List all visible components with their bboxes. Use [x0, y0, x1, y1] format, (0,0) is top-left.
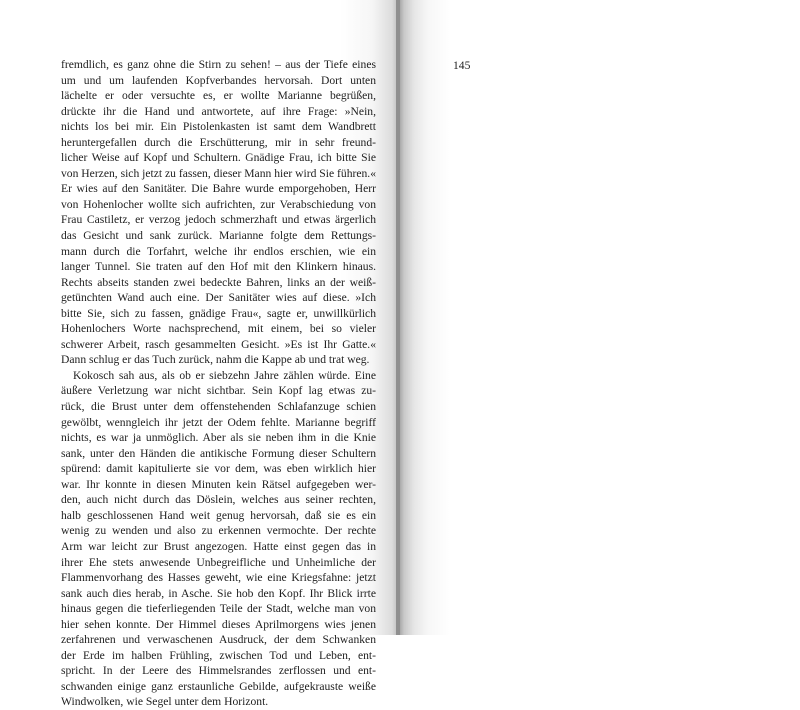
text-line: getünchten Wand auch eine. Der Sanitäter wies auf diese. »Ich: [61, 291, 376, 305]
text-line: lächelte er oder versuchte es, er wollte Marianne begrüßen,: [61, 89, 376, 103]
text-line: das Gesicht und sank zurück. Marianne folgte dem Rettungs-: [61, 229, 376, 243]
text-line: halb geschlossenen Hand weit genug hervorsah, daß sie es ein: [61, 508, 376, 522]
body-text: [61, 57, 376, 710]
text-line: den, auch nicht durch das Döslein, welches aus seiner rechten,: [61, 493, 376, 507]
text-line: rück, die Brust unter dem offenstehenden Schlafanzuge schien: [61, 400, 376, 414]
book-gutter: [396, 0, 400, 635]
page-number: 145: [453, 59, 471, 72]
text-line: der Erde im halben Frühling, zwischen Tod und Leben, ent-: [61, 648, 376, 662]
paragraph-first-line: Kokosch sah aus, als ob er siebzehn Jahre zählen würde. Eine: [73, 368, 376, 382]
text-line: fremdlich, es ganz ohne die Stirn zu sehen! – aus der Tiefe eines: [61, 58, 376, 71]
text-line: von Hohenlocher wollte sich aufrichten, zur Verabschiedung von: [61, 197, 376, 211]
text-line: Dann schlug er das Tuch zurück, nahm die Kappe ab und trat weg.: [61, 353, 370, 367]
text-line: gewölbt, wenngleich ihr jetzt der Odem fehlte. Marianne begriff: [61, 415, 376, 429]
text-line: um und um laufenden Kopfverbandes hervorsah. Dort unten: [61, 73, 376, 87]
text-line: drückte ihr die Hand und antwortete, auf ihre Frage: »Nein,: [61, 104, 376, 118]
text-line: bitte Sie, sich zu fassen, gnädige Frau«, sagte er, unwillkürlich: [61, 306, 376, 320]
text-line: von Herzen, sich jetzt zu fassen, dieser Mann hier wird Sie führen.«: [61, 166, 376, 180]
text-line: sank, unter den Händen die antikische Formung dieser Schultern: [61, 446, 376, 460]
left-page: [0, 0, 398, 709]
text-line: nichts, es war ja unmöglich. Aber als sie neben ihm in die Knie: [61, 431, 376, 445]
text-line: spricht. In der Leere des Himmelsrandes zerflossen und ent-: [61, 664, 376, 678]
text-line: Arm war leicht zur Brust angezogen. Hatte einst gegen das in: [61, 539, 376, 553]
text-line: langer Tunnel. Sie traten auf den Hof mit den Klinkern hinaus.: [61, 260, 376, 274]
text-line: Rechts abseits standen zwei bedeckte Bahren, links an der weiß-: [61, 275, 376, 289]
text-line: Frau Castiletz, er verzog jedoch schmerzhaft und etwas ärgerlich: [61, 213, 376, 227]
text-line: heruntergefallen durch die Erschütterung, mir in sehr freund-: [61, 135, 376, 149]
text-line: Hohenlochers Worte nachsprechend, mit einem, bei so vieler: [61, 322, 376, 336]
text-line: Flammenvorhang des Hasses geweht, wie eine Kriegsfahne: jetzt: [61, 571, 376, 585]
right-page: [398, 0, 800, 635]
text-line: ihrer Ehe stets anwesende Unbegreifliche und Unheimliche der: [61, 555, 376, 569]
text-line: schwanden einige ganz erstaunliche Gebilde, aufgekrauste weiße: [61, 679, 376, 693]
text-line: spürend: damit kapitulierte sie vor dem, was eben wirklich hier: [61, 462, 376, 476]
text-line: zerfahrenen und verwaschenen Ausdruck, der dem Schwanken: [61, 633, 376, 647]
text-line: Windwolken, wie Segel unter dem Horizont.: [61, 695, 269, 709]
text-line: hinaus gegen die tieferliegenden Teile der Stadt, welche man von: [61, 602, 376, 616]
text-line: licher Weise auf Kopf und Schultern. Gnädige Frau, ich bitte Sie: [61, 151, 376, 165]
text-line: hier sehen konnte. Der Himmel dieses Aprilmorgens wies jenen: [61, 617, 376, 631]
text-line: Er wies auf den Sanitäter. Die Bahre wurde emporgehoben, Herr: [61, 182, 376, 196]
text-line: mann durch die Torfahrt, welche ihr endlos erschien, wie ein: [61, 244, 376, 258]
text-line: sank auch dies herab, in Asche. Sie hob den Kopf. Ihr Blick irrte: [61, 586, 376, 600]
text-line: äußere Verletzung war nicht sichtbar. Sein Kopf lag etwas zu-: [61, 384, 376, 398]
text-line: war. Ihr konnte in diesen Minuten kein Rätsel aufgegeben wer-: [61, 477, 376, 491]
text-line: wenig zu wenden und also zu erkennen vermochte. Der rechte: [61, 524, 376, 538]
text-line: schwerer Arbeit, rasch gesammelten Gesicht. »Es ist Ihr Gatte.«: [61, 337, 376, 351]
text-line: nichts los bei mir. Ein Pistolenkasten ist samt dem Wandbrett: [61, 120, 376, 134]
